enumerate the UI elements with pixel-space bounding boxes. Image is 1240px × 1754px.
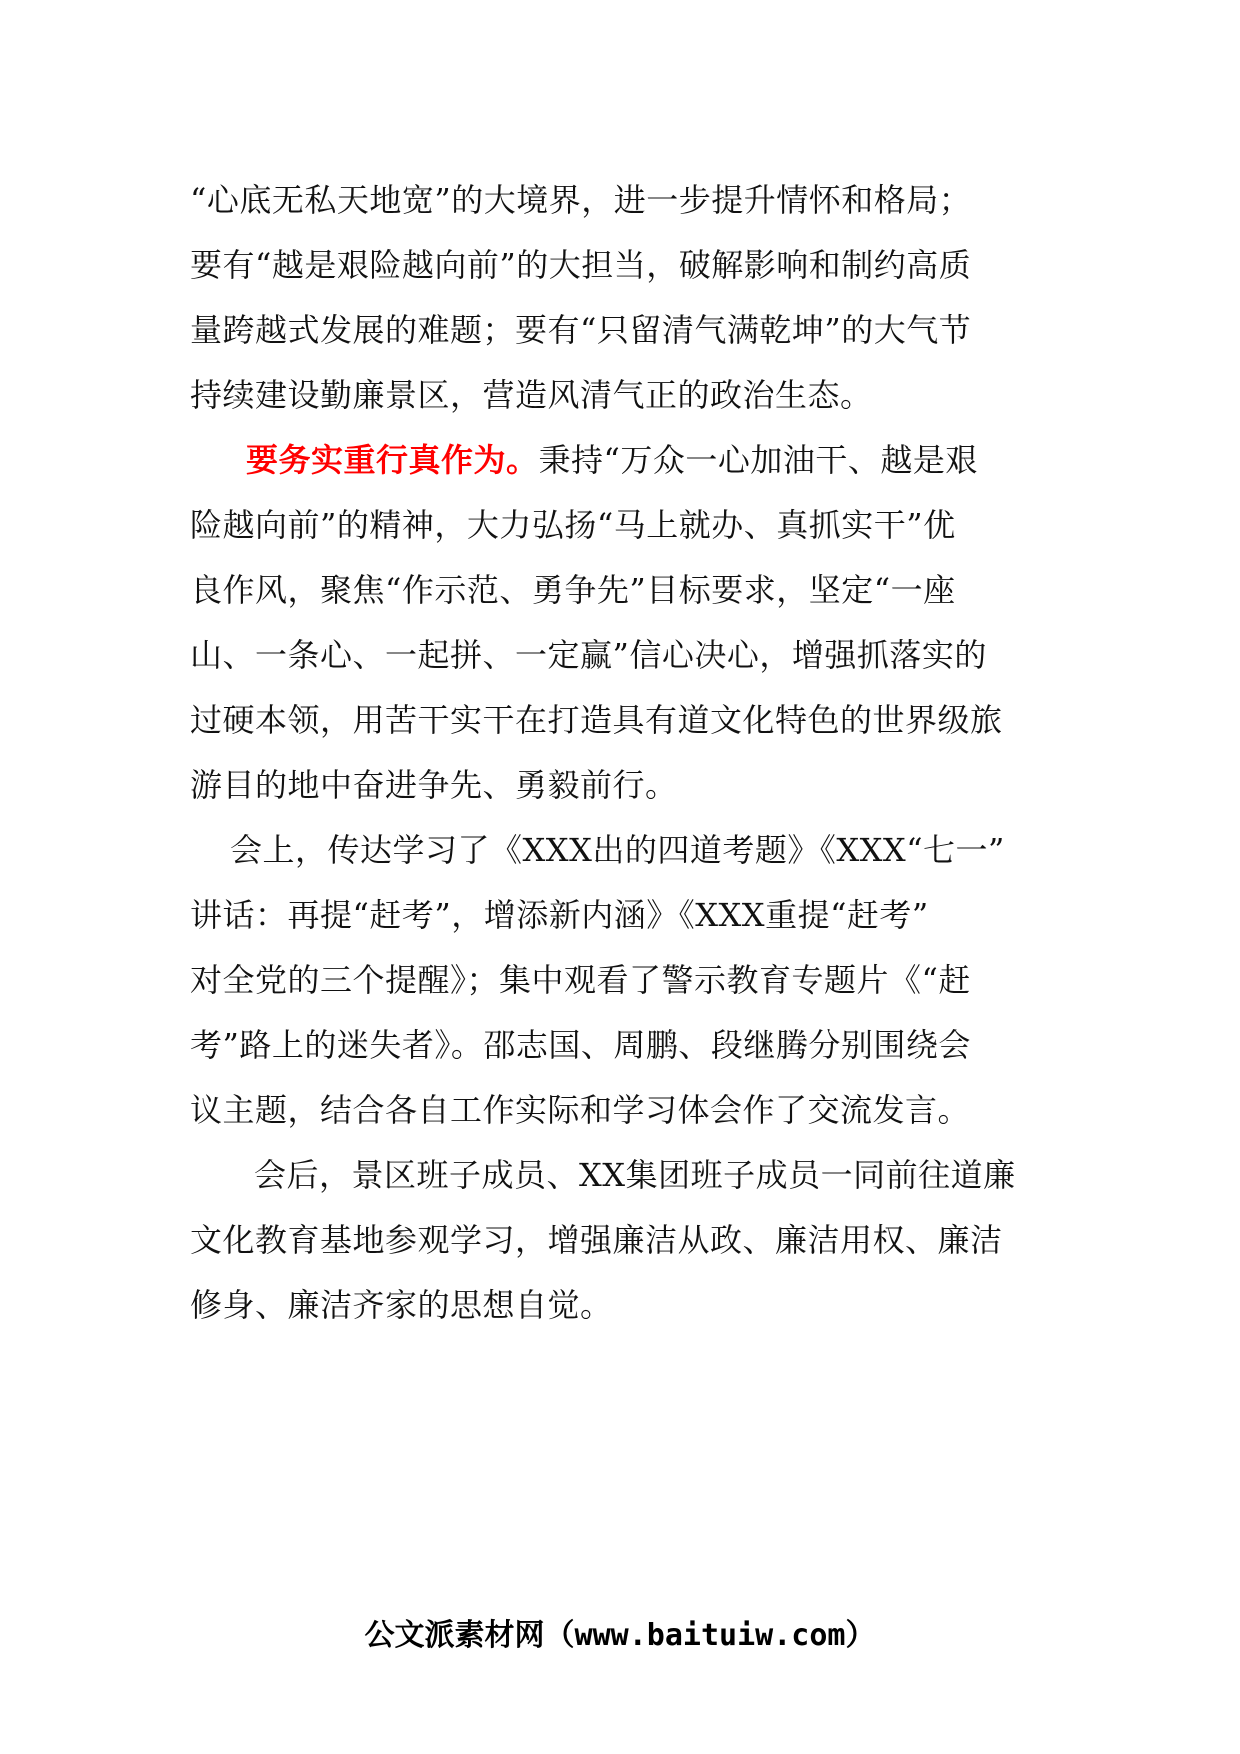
section-heading: 要务实重行真作为。 <box>246 441 539 479</box>
paragraph-line: 险越向前”的精神，大力弘扬“马上就办、真抓实干”优 <box>190 506 956 544</box>
paragraph-line: 过硬本领，用苦干实干在打造具有道文化特色的世界级旅 <box>190 701 1003 739</box>
paragraph-first-line <box>190 428 1060 493</box>
paragraph-line: “心底无私天地宽”的大境界，进一步提升情怀和格局； <box>190 181 972 219</box>
paragraph-line: 要有“越是艰险越向前”的大担当，破解影响和制约高质 <box>190 246 972 284</box>
paragraph-pragmatic-action <box>190 428 1060 818</box>
paragraph-line: 议主题，结合各自工作实际和学习体会作了交流发言。 <box>190 1091 971 1129</box>
paragraph-line: 山、一条心、一起拼、一定赢”信心决心，增强抓落实的 <box>190 636 987 674</box>
paragraph-integrity <box>190 168 1060 428</box>
paragraph-line: 考”路上的迷失者》。邵志国、周鹏、段继腾分别围绕会 <box>190 1026 971 1064</box>
paragraph-line: 游目的地中奋进争先、勇毅前行。 <box>190 766 678 804</box>
paragraph-line: 量跨越式发展的难题；要有“只留清气满乾坤”的大气节 <box>190 311 972 349</box>
paragraph-line: 会上，传达学习了《XXX出的四道考题》《XXX“七一” <box>230 831 1005 869</box>
paragraph-line: 文化教育基地参观学习，增强廉洁从政、廉洁用权、廉洁 <box>190 1221 1003 1259</box>
paragraph-line: 会后，景区班子成员、XX集团班子成员一同前往道廉 <box>254 1156 1016 1194</box>
paragraph-line: 良作风，聚焦“作示范、勇争先”目标要求，坚定“一座 <box>190 571 956 609</box>
paragraph-line: 持续建设勤廉景区，营造风清气正的政治生态。 <box>190 376 873 414</box>
paragraph-line: 讲话：再提“赶考”，增添新内涵》《XXX重提“赶考” <box>190 896 929 934</box>
paragraph-line: 对全党的三个提醒》；集中观看了警示教育专题片《“赶 <box>190 961 971 999</box>
paragraph-meeting <box>190 818 1060 1143</box>
footer-source: 公文派素材网（www.baituiw.com） <box>364 1618 876 1653</box>
paragraph-after-meeting <box>190 1143 1060 1338</box>
paragraph-line: 修身、廉洁齐家的思想自觉。 <box>190 1286 613 1324</box>
paragraph-line-rest: 秉持“万众一心加油干、越是艰 <box>538 441 978 479</box>
